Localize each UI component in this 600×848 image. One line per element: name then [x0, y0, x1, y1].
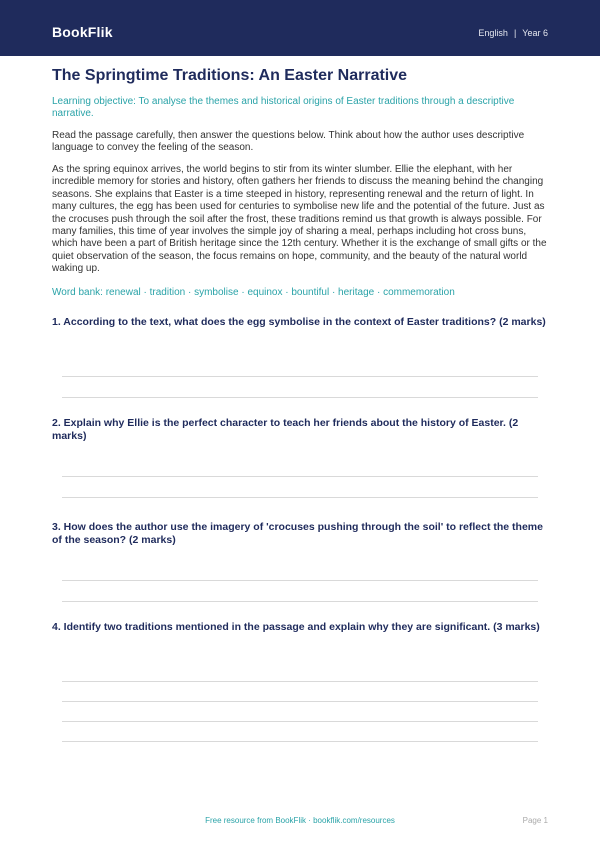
page-number: Page 1 — [522, 816, 548, 825]
subject-label: English — [478, 28, 508, 38]
subject-year — [478, 28, 548, 38]
question-3 — [52, 521, 548, 621]
answer-line[interactable] — [62, 376, 538, 377]
answer-line[interactable] — [62, 497, 538, 498]
question-text: 2. Explain why Ellie is the perfect character to teach her friends about the history of Easter. (2 marks) — [52, 416, 519, 443]
answer-line[interactable] — [62, 701, 538, 702]
question-text: 1. According to the text, what does the egg symbolise in the context of Easter traditions? (2 marks) — [52, 315, 546, 328]
answer-line[interactable] — [62, 397, 538, 398]
answer-line[interactable] — [62, 580, 538, 581]
year-label: Year 6 — [522, 28, 548, 38]
answer-line[interactable] — [62, 741, 538, 742]
brand-logo[interactable]: BookFlik — [52, 24, 113, 40]
question-4 — [52, 621, 548, 751]
question-2 — [52, 417, 548, 521]
learning-objective: Learning objective: To analyse the themes and historical origins of Easter traditions through a descriptive narrative. — [52, 96, 515, 119]
answer-line[interactable] — [62, 681, 538, 682]
answer-line[interactable] — [62, 476, 538, 477]
footer-credit[interactable]: Free resource from BookFlik · bookflik.com/resources — [205, 816, 395, 825]
reading-passage: As the spring equinox arrives, the world begins to stir from its winter slumber. Ellie the elephant, with her incredible memory for stories and history, often gathers her friends to discuss the meaning behind the changing seasons. She explains that Easter is a time steeped in history, representing renewal and the return of light. In many cultures, the egg has been used for centuries to symbolise new life and the potential of the future. Just as the crocuses push through the soil after the frost, these traditions remind us that growth is always possible. For many families, this time of year involves the simple joy of sharing a meal, perhaps including hot cross buns, which have been a part of British heritage since the 12th century. Whether it is the exchange of small gifts or the quiet observation of the season, the focus remains on hope, community, and the beauty of the natural world waking up. — [52, 164, 547, 275]
question-text: 3. How does the author use the imagery of 'crocuses pushing through the soil' to reflect the theme of the season? (2 marks) — [52, 520, 543, 547]
question-1 — [52, 316, 548, 417]
word-bank: Word bank: renewal · tradition · symbolise · equinox · bountiful · heritage · commemoration — [52, 286, 455, 298]
answer-line[interactable] — [62, 601, 538, 602]
answer-line[interactable] — [62, 721, 538, 722]
page-header — [0, 0, 600, 56]
question-text: 4. Identify two traditions mentioned in the passage and explain why they are significant. (3 marks) — [52, 620, 540, 633]
instructions: Read the passage carefully, then answer the questions below. Think about how the author uses descriptive language to convey the feeling of the season. — [52, 130, 525, 153]
page-title: The Springtime Traditions: An Easter Narrative — [52, 67, 408, 84]
meta-separator: | — [513, 28, 517, 38]
worksheet-body — [52, 66, 548, 751]
